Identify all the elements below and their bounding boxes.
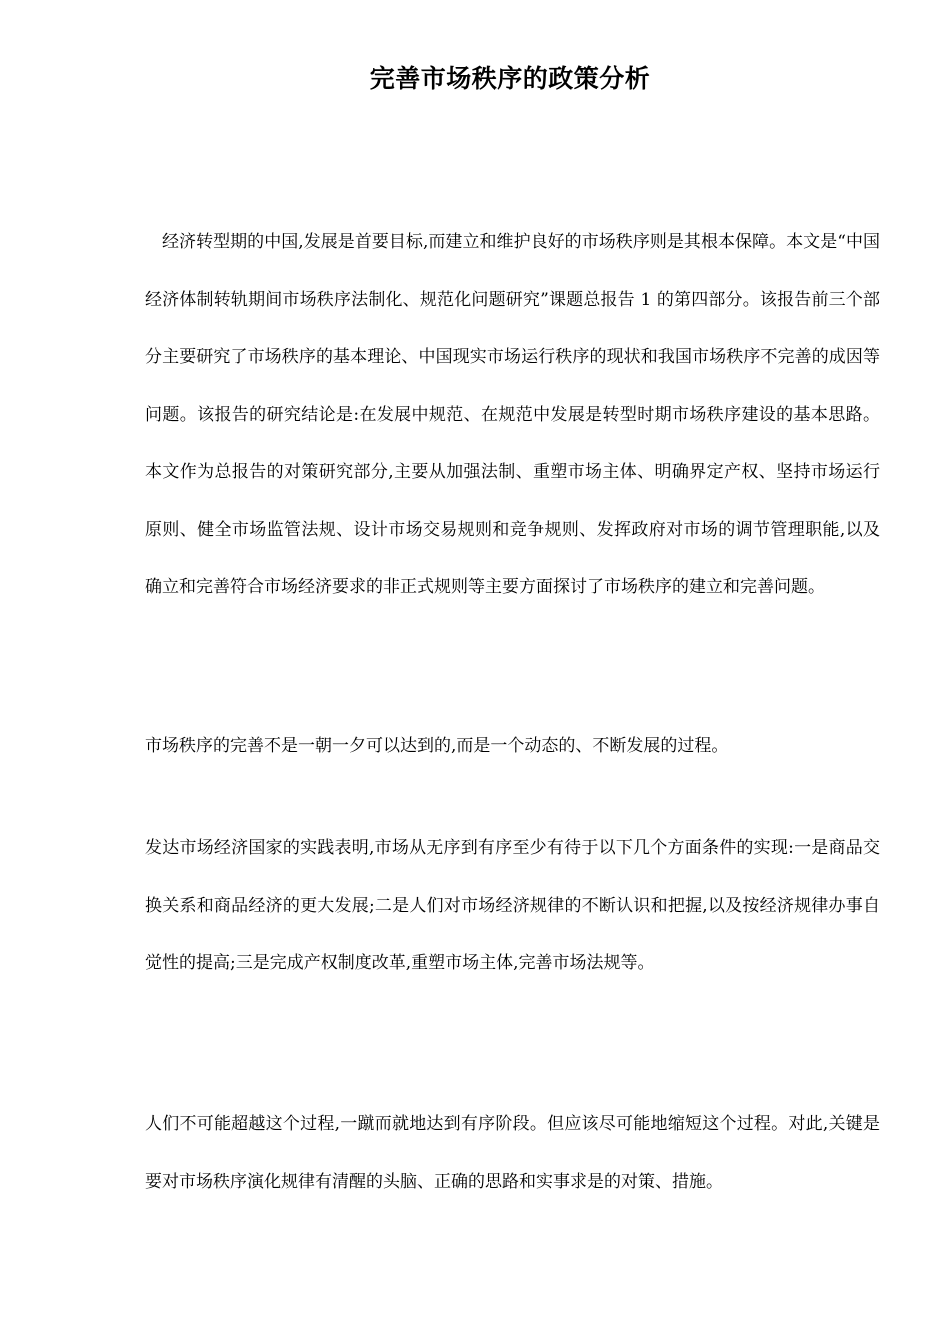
document-title: 完善市场秩序的政策分析: [369, 64, 651, 93]
paragraph-conclusion: 人们不可能超越这个过程,一蹴而就地达到有序阶段。但应该尽可能地缩短这个过程。对此,关键是要对市场秩序演化规律有清醒的头脑、正确的思路和实事求是的对策、措施。: [145, 1114, 880, 1192]
paragraph-intro: 经济转型期的中国,发展是首要目标,而建立和维护良好的市场秩序则是其根本保障。本文是“中国经济体制转轨期间市场秩序法制化、规范化问题研究”课题总报告 1 的第四部分。该报告前三个部分主要研究了市场秩序的基本理论、中国现实市场运行秩序的现状和我国市场秩序不完善的成因等问题。该报告的研究结论是:在发展中规范、在规范中发展是转型时期市场秩序建设的基本思路。本文作为总报告的对策研究部分,主要从加强法制、重塑市场主体、明确界定产权、坚持市场运行原则、健全市场监管法规、设计市场交易规则和竞争规则、发挥政府对市场的调节管理职能,以及确立和完善符合市场经济要求的非正式规则等主要方面探讨了市场秩序的建立和完善问题。: [145, 232, 880, 597]
paragraph-dynamic-process: 市场秩序的完善不是一朝一夕可以达到的,而是一个动态的、不断发展的过程。: [145, 736, 729, 756]
paragraph-conditions: 发达市场经济国家的实践表明,市场从无序到有序至少有待于以下几个方面条件的实现:一是商品交换关系和商品经济的更大发展;二是人们对市场经济规律的不断认识和把握,以及按经济规律办事自觉性的提高;三是完成产权制度改革,重塑市场主体,完善市场法规等。: [145, 838, 880, 973]
